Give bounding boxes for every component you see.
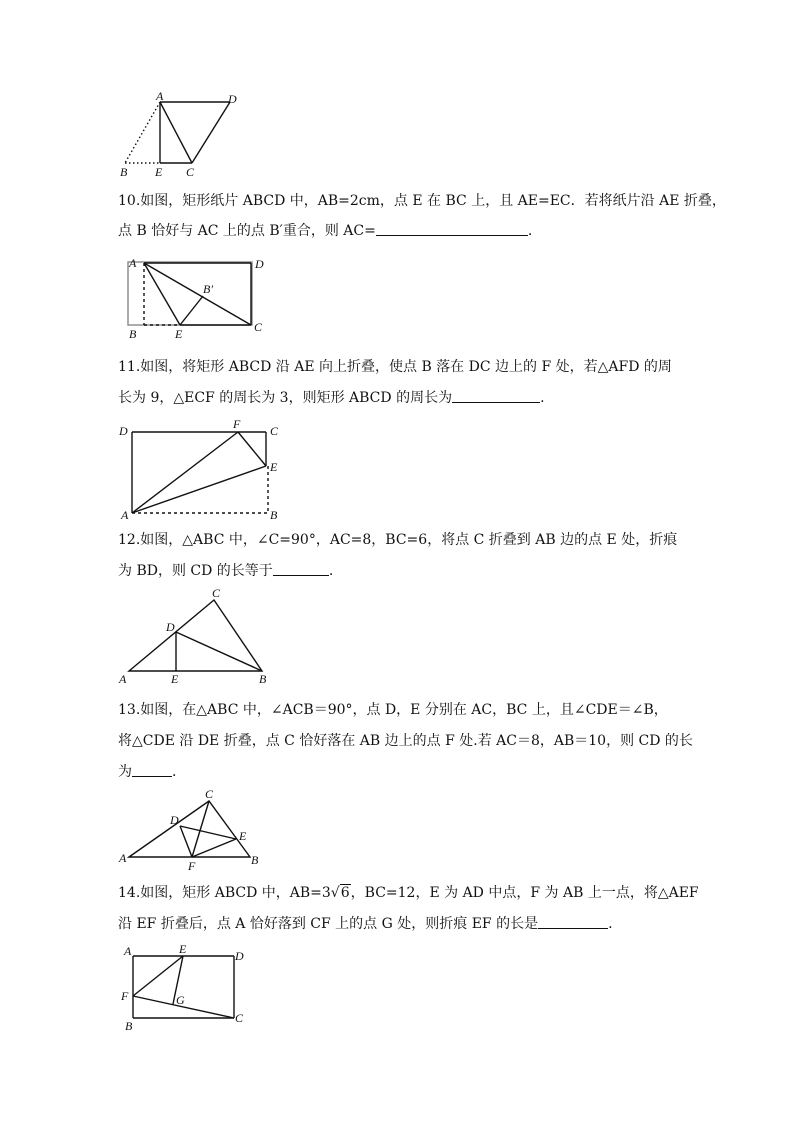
label-A: A <box>119 672 127 686</box>
label-D: D <box>119 424 128 438</box>
label-A: A <box>129 256 137 270</box>
q14-line2-text: 沿 EF 折叠后，点 A 恰好落到 CF 上的点 G 处，则折痕 EF 的长是 <box>118 916 539 932</box>
figure-q9 <box>112 90 262 180</box>
q11-line2-text: 长为 9，△ECF 的周长为 3，则矩形 ABCD 的周长为 <box>118 390 453 406</box>
q12-end: . <box>328 563 334 579</box>
label-A: A <box>121 508 129 522</box>
label-C: C <box>212 586 221 600</box>
label-F: F <box>188 859 196 873</box>
label-E: E <box>239 829 247 843</box>
q14-line2 <box>118 914 613 934</box>
figure-q12 <box>116 588 276 688</box>
q13-answer-blank <box>132 762 172 777</box>
label-A: A <box>124 944 132 958</box>
label-C: C <box>235 1011 244 1025</box>
q14-answer-blank <box>538 914 608 929</box>
label-C: C <box>254 320 263 334</box>
q10-line2 <box>118 221 532 241</box>
label-G: G <box>176 993 185 1007</box>
q13-line3 <box>118 762 176 782</box>
label-F: F <box>233 417 241 431</box>
label-C: C <box>270 424 279 438</box>
label-A: A <box>119 851 127 865</box>
q10-answer-blank <box>376 221 528 236</box>
q10-line1: 10.如图，矩形纸片 ABCD 中，AB=2cm，点 E 在 BC 上，且 AE=EC．若将纸片沿 AE 折叠， <box>118 193 726 209</box>
q13-end: . <box>172 764 177 780</box>
label-E: E <box>270 460 278 474</box>
label-B: B <box>125 1019 133 1033</box>
q14-line1-a: 14.如图，矩形 ABCD 中，AB=3 <box>118 885 331 901</box>
label-D: D <box>235 949 244 963</box>
q11-line1: 11.如图，将矩形 ABCD 沿 AE 向上折叠，使点 B 落在 DC 边上的 F 处，若△AFD 的周 <box>118 359 672 375</box>
label-D: D <box>170 813 179 827</box>
sqrt-symbol: √6 <box>330 885 350 901</box>
label-B: B <box>259 672 267 686</box>
figure-q13 <box>116 788 276 873</box>
label-C: C <box>186 165 195 179</box>
label-E: E <box>179 942 187 956</box>
label-B: B <box>129 327 137 341</box>
figure-q10 <box>124 254 274 344</box>
figure-q14 <box>118 942 258 1037</box>
label-B: B <box>270 508 278 522</box>
q11-line2 <box>118 388 545 408</box>
label-C: C <box>205 787 214 801</box>
q10-line2-text: 点 B 恰好与 AC 上的点 B′重合，则 AC= <box>118 223 376 239</box>
q11-end: . <box>540 390 545 406</box>
q12-answer-blank <box>273 561 329 576</box>
label-E: E <box>155 165 163 179</box>
label-D: D <box>166 620 175 634</box>
q12-line1: 12.如图，△ABC 中，∠C=90°，AC=8，BC=6，将点 C 折叠到 AB 边的点 E 处，折痕 <box>118 532 678 548</box>
q13-line3-text: 为 <box>118 764 132 780</box>
figure-q11 <box>116 418 296 523</box>
label-E: E <box>175 327 183 341</box>
label-B-prime: B′ <box>203 282 213 296</box>
q12-line2-text: 为 BD，则 CD 的长等于 <box>118 563 273 579</box>
q11-answer-blank <box>452 388 540 403</box>
label-D: D <box>255 257 264 271</box>
q10-end: . <box>527 223 533 239</box>
label-E: E <box>171 672 179 686</box>
label-B: B <box>120 165 128 179</box>
q14-line1 <box>118 883 699 903</box>
q12-line2 <box>118 561 333 581</box>
q14-end: . <box>608 916 613 932</box>
label-A: A <box>156 89 164 103</box>
q14-line1-b: ，BC=12，E 为 AD 中点，F 为 AB 上一点，将△AEF <box>350 885 699 901</box>
q13-line1: 13.如图，在△ABC 中，∠ACB＝90°，点 D，E 分别在 AC，BC 上，且∠CDE＝∠B， <box>118 702 668 718</box>
q14-radicand: 6 <box>340 885 350 901</box>
label-F: F <box>121 989 129 1003</box>
q13-line2: 将△CDE 沿 DE 折叠，点 C 恰好落在 AB 边上的点 F 处.若 AC＝8，AB＝10，则 CD 的长 <box>118 733 693 749</box>
label-D: D <box>228 92 237 106</box>
label-B: B <box>251 853 259 867</box>
